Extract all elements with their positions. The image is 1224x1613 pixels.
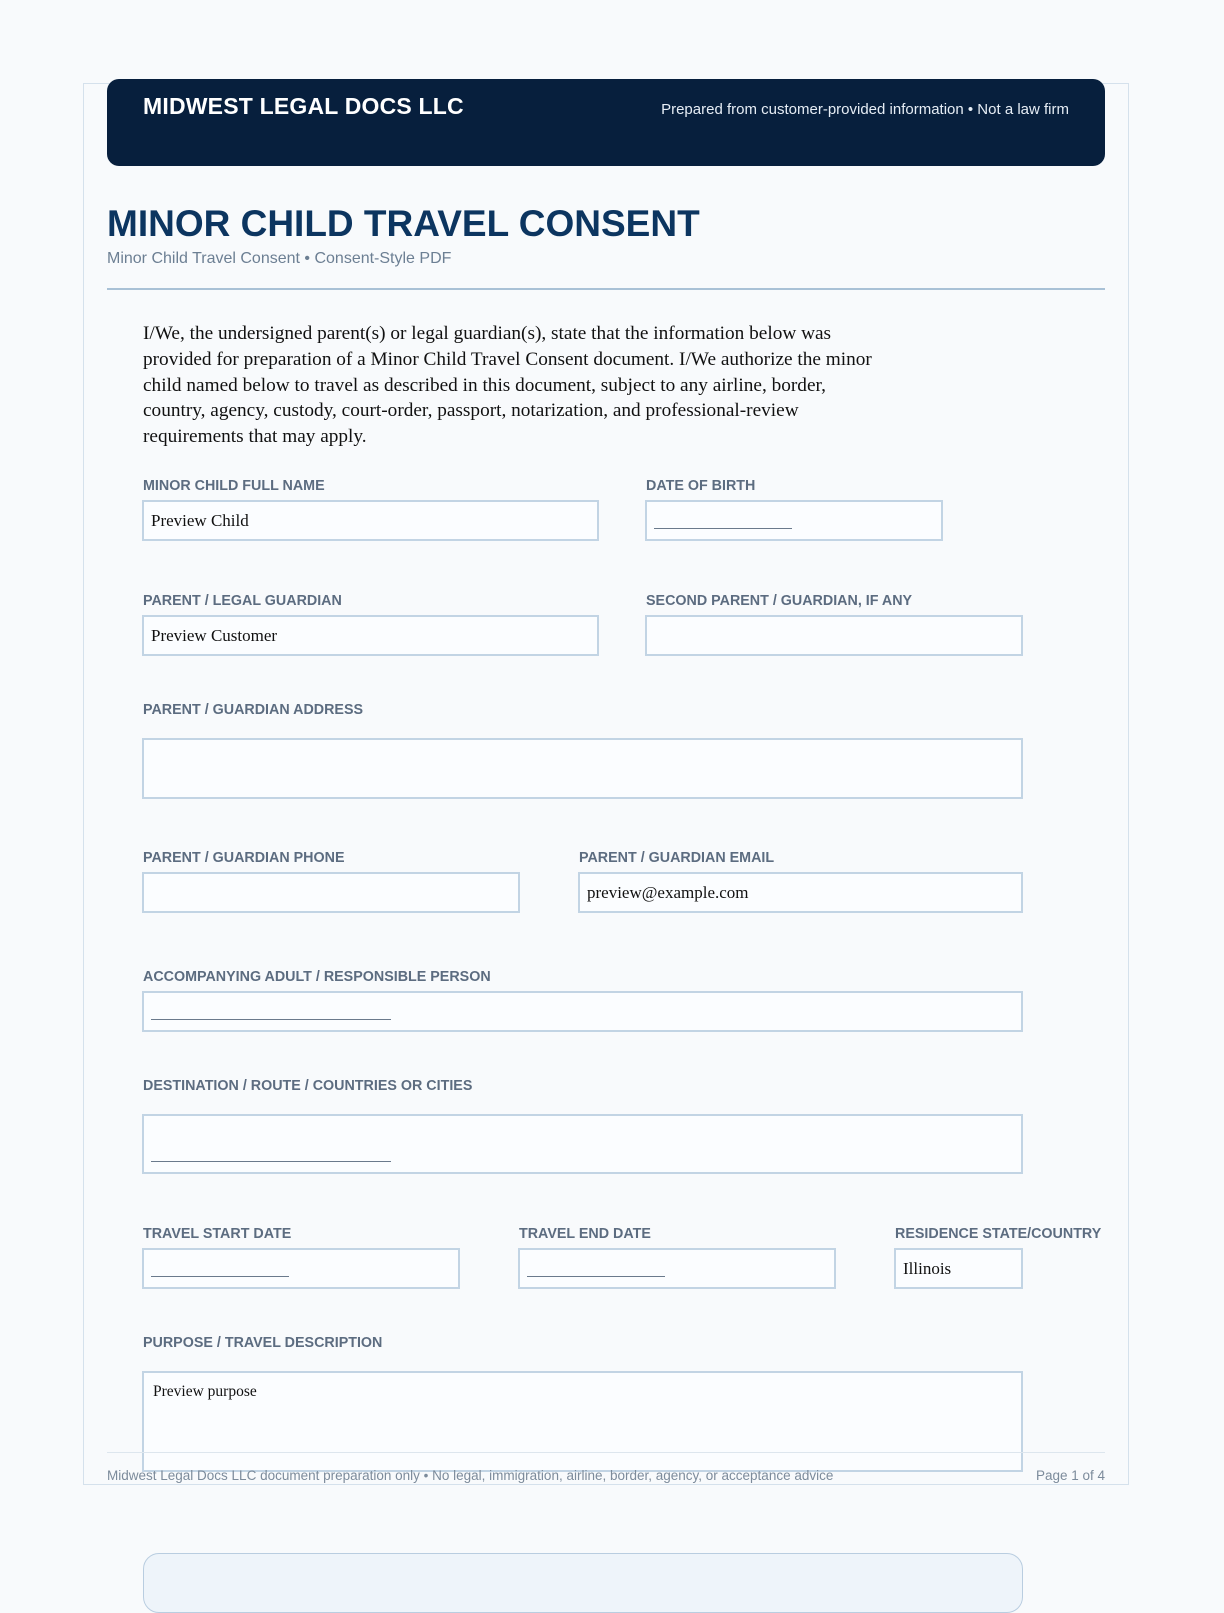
page-number: Page 1 of 4 [1035, 1468, 1105, 1483]
address-label: PARENT / GUARDIAN ADDRESS [143, 702, 364, 718]
start-date-label: TRAVEL START DATE [143, 1226, 292, 1242]
dob-blank-line [654, 514, 792, 529]
email-label: PARENT / GUARDIAN EMAIL [579, 850, 775, 866]
end-date-label: TRAVEL END DATE [519, 1226, 651, 1242]
child-name-field[interactable] [142, 500, 599, 541]
second-parent-field[interactable] [645, 615, 1023, 656]
accompanying-field[interactable] [142, 991, 1023, 1032]
accompanying-label: ACCOMPANYING ADULT / RESPONSIBLE PERSON [143, 969, 491, 985]
intro-paragraph: I/We, the undersigned parent(s) or legal guardian(s), state that the information below was provided for preparation of a Minor Child Travel Consent document. I/We authorize the minor child named below to travel as described in this document, subject to any airline, border, country, agency, custody, court-order, passport, notarization, and professional-review requirements that may apply. [143, 323, 872, 448]
footer-disclaimer: Midwest Legal Docs LLC document preparation only • No legal, immigration, airline, border, agency, or acceptance advice [107, 1468, 834, 1483]
child-name-label: MINOR CHILD FULL NAME [143, 478, 325, 494]
document-title: MINOR CHILD TRAVEL CONSENT [107, 203, 700, 244]
destination-field[interactable] [142, 1114, 1023, 1174]
child-name-value: Preview Child [151, 510, 249, 530]
next-page-card [143, 1553, 1023, 1613]
address-field[interactable] [142, 738, 1023, 799]
accompanying-blank-line [151, 1005, 391, 1020]
header-note: Prepared from customer-provided information • Not a law firm [661, 101, 1069, 118]
purpose-field[interactable] [142, 1371, 1023, 1472]
company-name: MIDWEST LEGAL DOCS LLC [143, 93, 464, 119]
document-subtitle: Minor Child Travel Consent • Consent-Style PDF [107, 250, 452, 267]
destination-blank-line [151, 1147, 391, 1162]
purpose-label: PURPOSE / TRAVEL DESCRIPTION [143, 1335, 383, 1351]
footer-divider [107, 1452, 1105, 1453]
email-field[interactable] [578, 872, 1023, 913]
dob-label: DATE OF BIRTH [646, 478, 756, 494]
end-date-field[interactable] [518, 1248, 836, 1289]
residence-value: Illinois [903, 1258, 952, 1278]
purpose-value: Preview purpose [153, 1383, 257, 1400]
second-parent-label: SECOND PARENT / GUARDIAN, IF ANY [646, 593, 913, 609]
email-value: preview@example.com [587, 882, 749, 902]
phone-label: PARENT / GUARDIAN PHONE [143, 850, 345, 866]
dob-field[interactable] [645, 500, 943, 541]
parent-label: PARENT / LEGAL GUARDIAN [143, 593, 342, 609]
residence-label: RESIDENCE STATE/COUNTRY [895, 1226, 1102, 1242]
end-date-blank-line [527, 1262, 665, 1277]
parent-field[interactable] [142, 615, 599, 656]
start-date-blank-line [151, 1262, 289, 1277]
destination-label: DESTINATION / ROUTE / COUNTRIES OR CITIES [143, 1078, 473, 1094]
residence-field[interactable] [894, 1248, 1023, 1289]
parent-value: Preview Customer [151, 625, 278, 645]
title-divider [107, 288, 1105, 290]
phone-field[interactable] [142, 872, 520, 913]
start-date-field[interactable] [142, 1248, 460, 1289]
